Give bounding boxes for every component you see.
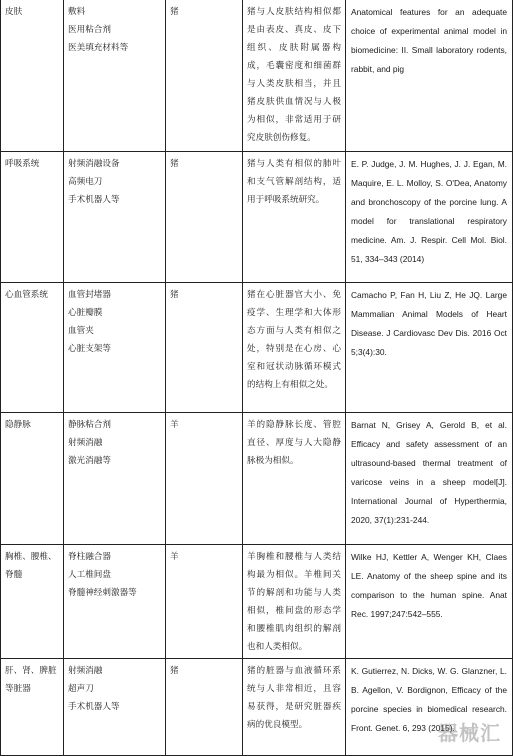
animal-cell: 猪: [166, 152, 243, 283]
table-row: [1, 413, 513, 545]
device-cell: [64, 283, 166, 413]
body-site-cell: 肝、肾、脾脏等脏器: [1, 659, 64, 756]
body-site-cell: 呼吸系统: [1, 152, 64, 283]
device-item: 手术机器人等: [68, 702, 120, 712]
reference-cell: Camacho P, Fan H, Liu Z, He JQ. Large Mammalian Animal Models of Heart Disease. J Cardiovasc Dev Dis. 2016 Oct 5;3(4):30.: [346, 283, 513, 413]
reference-cell: E. P. Judge, J. M. Hughes, J. J. Egan, M. Maquire, E. L. Molloy, S. O'Dea, Anatomy and bronchoscopy of the porcine lung. A model for translational respiratory medicine. Am. J. Respir. Cell Mol. Biol. 51, 334–343 (2014): [346, 152, 513, 283]
device-item: 超声刀: [68, 684, 94, 694]
table-row: [1, 659, 513, 756]
device-item: 医美填充材料等: [68, 43, 129, 53]
device-item: 高频电刀: [68, 177, 103, 187]
device-item: 射频消融: [68, 438, 103, 448]
reason-cell: 羊胸椎和腰椎与人类结构最为相似。羊椎间关节的解剖和功能与人类相似，椎间盘的形态学和腰椎肌肉组织的解剖也和人类相似。: [243, 545, 346, 659]
device-item: 医用粘合剂: [68, 25, 111, 35]
device-item: 脊柱融合器: [68, 552, 111, 562]
device-cell: [64, 152, 166, 283]
watermark-logo: 器械汇: [438, 721, 501, 745]
animal-cell: 羊: [166, 545, 243, 659]
reference-cell: K. Gutierrez, N. Dicks, W. G. Glanzner, L. B. Agellon, V. Bordignon, Efficacy of the porcine species in biomedical research. Front. Genet. 6, 293 (2015).: [346, 659, 513, 756]
device-item: 心脏支架等: [68, 344, 111, 354]
reason-cell: 猪在心脏器官大小、免疫学、生理学和大体形态方面与人类有相似之处，特别是在心房、心室和冠状动脉循环模式的结构上有相似之处。: [243, 283, 346, 413]
reason-cell: 猪与人皮肤结构相似都是由表皮、真皮、皮下组织、皮肤附属器构成，毛囊密度和细菌群与人类皮肤相当，并且猪皮肤供血情况与人极为相似，非常适用于研究皮肤创伤修复。: [243, 0, 346, 152]
device-item: 手术机器人等: [68, 195, 120, 205]
device-cell: [64, 413, 166, 545]
device-cell: [64, 659, 166, 756]
device-item: 静脉粘合剂: [68, 420, 111, 430]
device-item: 敷料: [68, 7, 86, 17]
animal-cell: 羊: [166, 413, 243, 545]
table-row: [1, 283, 513, 413]
device-item: 血管封堵器: [68, 290, 111, 300]
reference-cell: Anatomical features for an adequate choice of experimental animal model in biomedicine: II. Small laboratory rodents, rabbit, and pig: [346, 0, 513, 152]
animal-cell: 猪: [166, 283, 243, 413]
table-row: [1, 0, 513, 152]
device-cell: [64, 545, 166, 659]
device-item: 人工椎间盘: [68, 570, 111, 580]
body-site-cell: 胸椎、腰椎、脊髓: [1, 545, 64, 659]
device-cell: [64, 0, 166, 152]
device-item: 血管夹: [68, 326, 94, 336]
table-row: [1, 545, 513, 659]
device-item: 射频消融: [68, 666, 103, 676]
device-item: 射频消融设备: [68, 159, 120, 169]
animal-cell: 猪: [166, 0, 243, 152]
body-site-cell: 皮肤: [1, 0, 64, 152]
device-item: 激光消融等: [68, 456, 111, 466]
reason-cell: 猪的脏器与血液循环系统与人非常相近，且容易获得，是研究脏器疾病的优良模型。: [243, 659, 346, 756]
body-site-cell: 隐静脉: [1, 413, 64, 545]
reference-cell: Wilke HJ, Kettler A, Wenger KH, Claes LE. Anatomy of the sheep spine and its comparison to the human spine. Anat Rec. 1997;247:542–555.: [346, 545, 513, 659]
device-item: 心脏瓣膜: [68, 308, 103, 318]
reason-cell: 猪与人类有相似的肺叶和支气管解剖结构，适用于呼吸系统研究。: [243, 152, 346, 283]
reason-cell: 羊的隐静脉长度、管腔直径、厚度与人大隐静脉极为相似。: [243, 413, 346, 545]
reference-cell: Barnat N, Grisey A, Gerold B, et al. Efficacy and safety assessment of an ultrasound-based thermal treatment of varicose veins in a sheep model[J]. International Journal of Hyperthermia, 2020, 37(1):231-244.: [346, 413, 513, 545]
device-item: 脊髓神经刺激器等: [68, 588, 137, 598]
table-row: [1, 152, 513, 283]
animal-cell: 猪: [166, 659, 243, 756]
body-site-cell: 心血管系统: [1, 283, 64, 413]
